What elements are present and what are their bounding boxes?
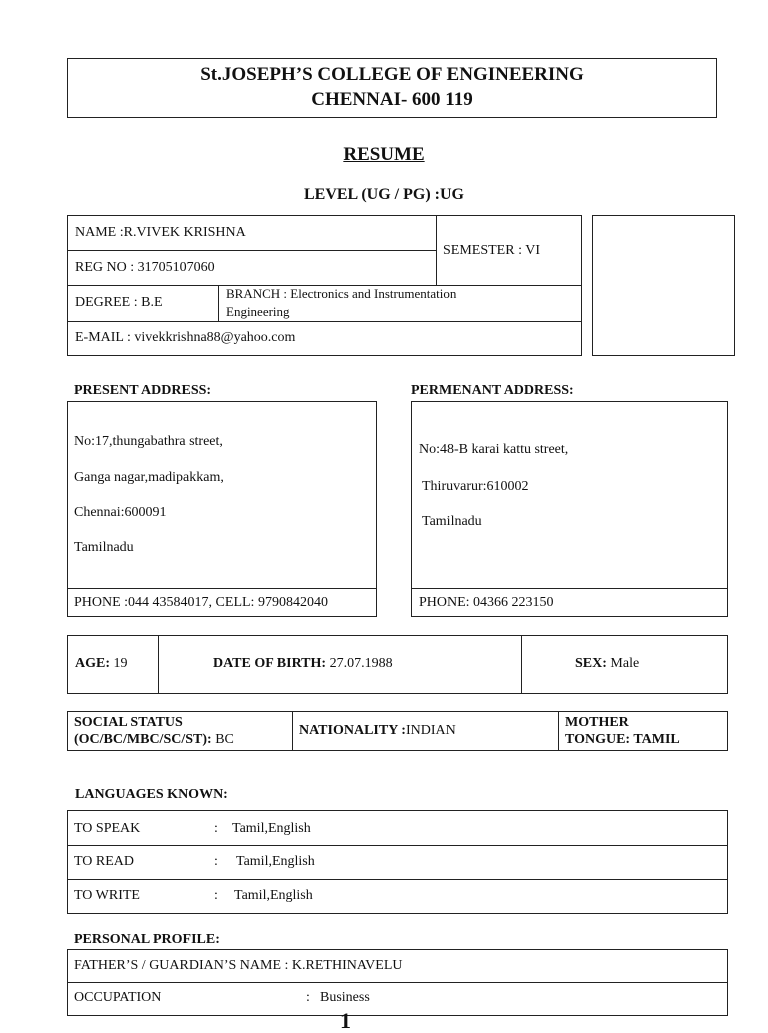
college-header — [67, 58, 717, 118]
personal-details-row — [67, 635, 728, 694]
age-value: 19 — [113, 656, 128, 671]
present-address-line: Chennai:600091 — [74, 505, 167, 520]
occupation-label: OCCUPATION — [74, 990, 162, 1005]
email-field: E-MAIL : vivekkrishna88@yahoo.com — [75, 330, 296, 345]
status-row — [67, 711, 728, 751]
permanent-address-line: Tamilnadu — [422, 514, 482, 529]
languages-table: TO SPEAK : Tamil,English TO READ : Tamil,English TO WRITE : Tamil,English — [67, 810, 728, 914]
college-city: CHENNAI- 600 119 — [311, 89, 473, 110]
name-field: NAME :R.VIVEK KRISHNA — [75, 225, 246, 240]
page-number: 1 — [340, 1008, 351, 1033]
college-name: St.JOSEPH’S COLLEGE OF ENGINEERING — [200, 64, 584, 85]
languages-heading: LANGUAGES KNOWN: — [75, 787, 228, 802]
language-row-value: Tamil,English — [232, 821, 311, 836]
level-line: LEVEL (UG / PG) :UG — [303, 186, 464, 203]
language-row-value: Tamil,English — [234, 888, 313, 903]
personal-profile-table: FATHER’S / GUARDIAN’S NAME : K.RETHINAVELU OCCUPATION : Business — [67, 949, 728, 1016]
dob-field: DATE OF BIRTH: 27.07.1988 — [213, 656, 393, 671]
resume-title: RESUME — [343, 144, 425, 165]
language-row-label: TO WRITE — [74, 888, 140, 903]
semester-field: SEMESTER : VI — [443, 243, 540, 258]
permanent-address-line: No:48-B karai kattu street, — [419, 442, 569, 457]
personal-profile-heading: PERSONAL PROFILE: — [74, 932, 220, 947]
language-row-value: Tamil,English — [236, 854, 315, 869]
present-address-heading: PRESENT ADDRESS: — [74, 383, 212, 398]
social-status-field: SOCIAL STATUS (OC/BC/MBC/SC/ST): BC — [74, 715, 234, 747]
present-phone: PHONE :044 43584017, CELL: 9790842040 — [74, 595, 328, 610]
permanent-address-box — [411, 401, 728, 617]
permanent-phone: PHONE: 04366 223150 — [419, 595, 554, 610]
present-address-box — [67, 401, 377, 617]
age-field: AGE: 19 — [75, 656, 128, 671]
branch-field: BRANCH : Electronics and Instrumentation — [226, 286, 457, 301]
sex-value: Male — [610, 656, 640, 671]
permanent-address-line: Thiruvarur:610002 — [422, 479, 529, 494]
social-status-value: BC — [215, 732, 234, 747]
branch-field-cont: Engineering — [226, 304, 290, 319]
mother-tongue-value: TAMIL — [633, 732, 680, 747]
language-row-label: TO SPEAK — [74, 821, 141, 836]
permanent-address-heading: PERMENANT ADDRESS: — [411, 383, 574, 398]
language-row-label: TO READ — [74, 854, 135, 869]
sex-field: SEX: Male — [575, 656, 640, 671]
present-address-line: No:17,thungabathra street, — [74, 434, 223, 449]
basic-info-table — [67, 215, 582, 356]
mother-tongue-field: MOTHER TONGUE: TAMIL — [565, 715, 680, 747]
reg-no-field: REG NO : 31705107060 — [75, 260, 215, 275]
nationality-value: INDIAN — [405, 723, 456, 738]
present-address-line: Tamilnadu — [74, 540, 134, 555]
dob-value: 27.07.1988 — [329, 656, 393, 671]
nationality-field: NATIONALITY :INDIAN — [299, 723, 456, 738]
photo-box — [592, 215, 735, 356]
father-name-field: FATHER’S / GUARDIAN’S NAME : K.RETHINAVELU — [74, 958, 403, 973]
degree-field: DEGREE : B.E — [75, 295, 163, 310]
occupation-value: Business — [320, 990, 370, 1005]
present-address-line: Ganga nagar,madipakkam, — [74, 470, 224, 485]
